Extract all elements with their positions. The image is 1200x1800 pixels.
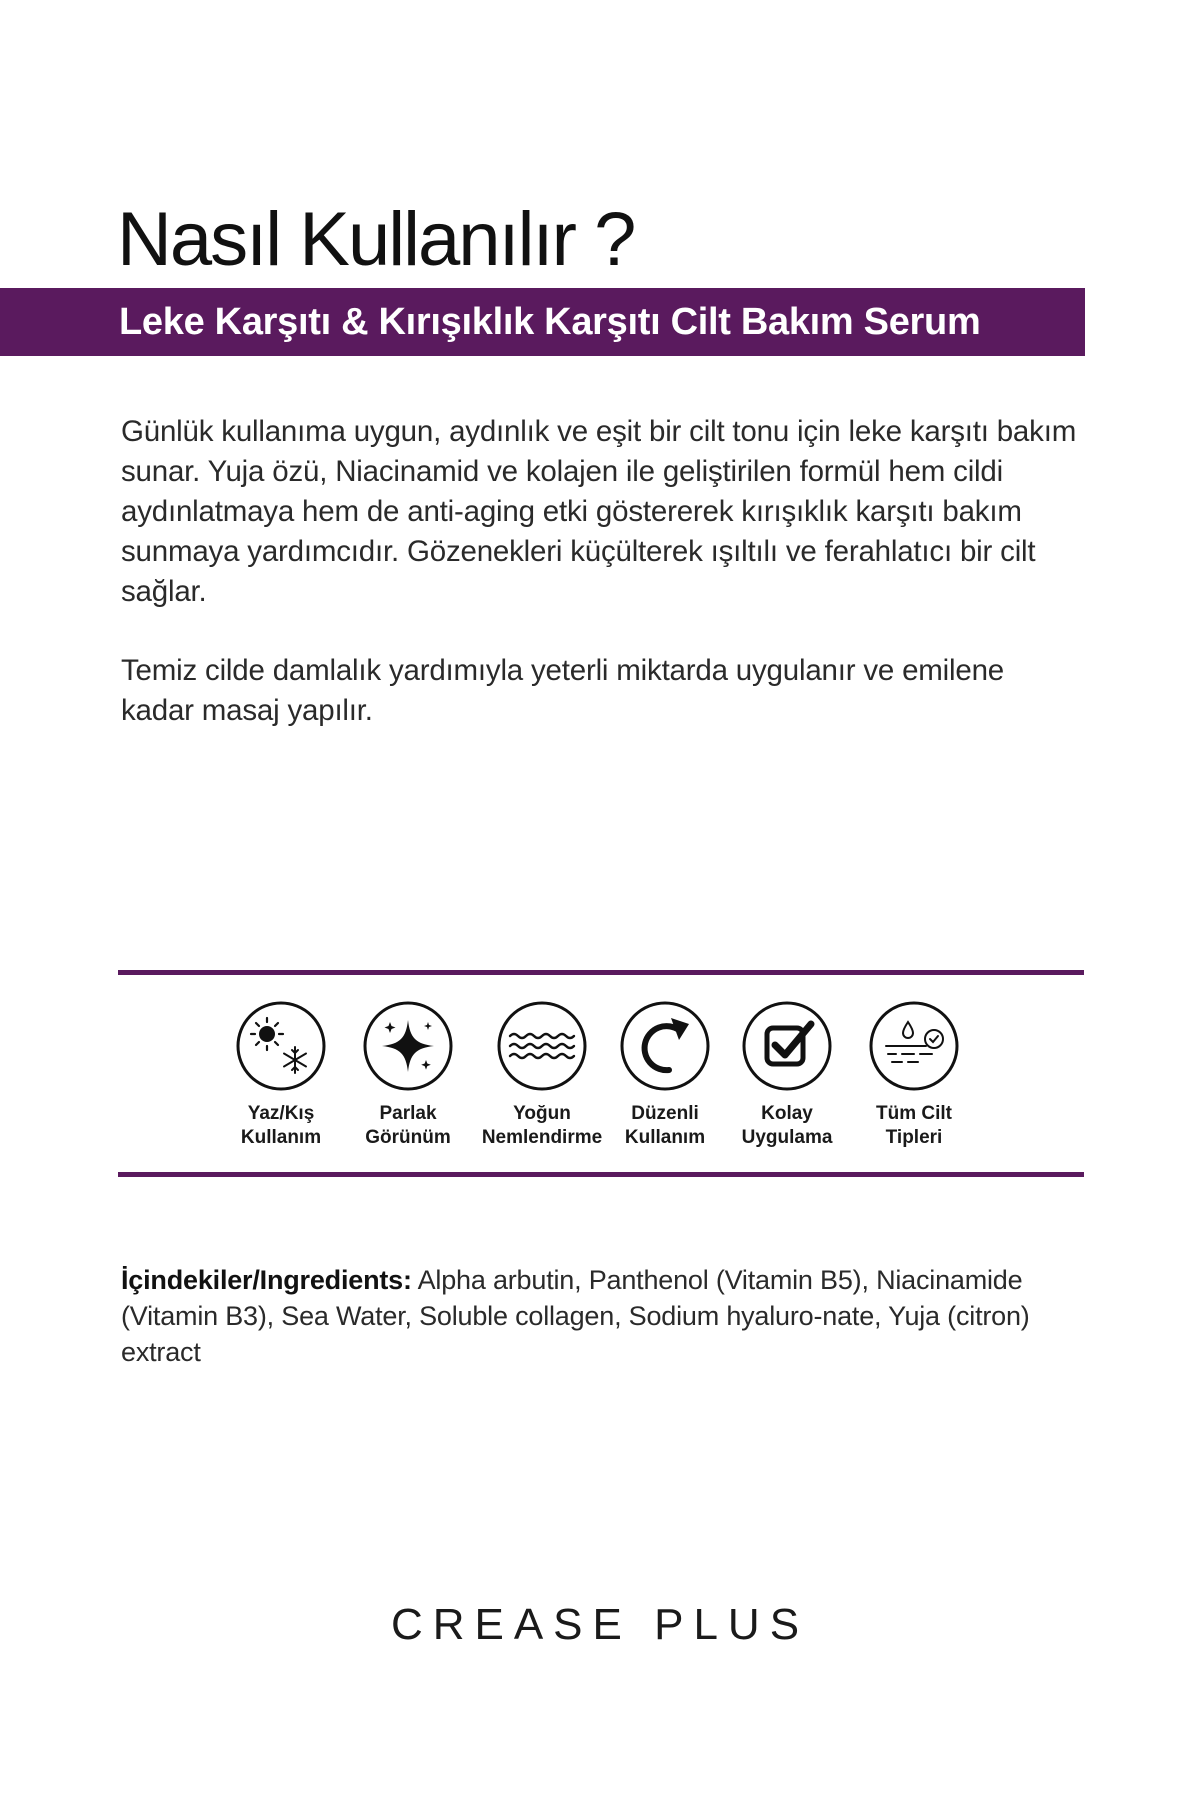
skin-layers-icon: [868, 1000, 960, 1092]
feature-item: [333, 1000, 483, 1150]
feature-label: Tüm Cilt Tipleri: [876, 1103, 952, 1148]
sparkle-icon: [362, 1000, 454, 1092]
feature-label: Kolay Uygulama: [741, 1103, 833, 1148]
brand-name: CREASE PLUS: [390, 1600, 810, 1649]
feature-item: [839, 1000, 989, 1150]
ingredients-label: İçindekiler/Ingredients:: [121, 1265, 412, 1295]
ingredients-block: [121, 1262, 1081, 1370]
refresh-arrow-icon: [619, 1000, 711, 1092]
product-subtitle: Leke Karşıtı & Kırışıklık Karşıtı Cilt Bakım Serum: [119, 301, 981, 343]
feature-label: Düzenli Kullanım: [624, 1103, 706, 1148]
feature-label: Parlak Görünüm: [365, 1103, 451, 1148]
feature-icons-row: [0, 1000, 1200, 1160]
subtitle-band: [0, 288, 1085, 356]
description-paragraph-1: Günlük kullanıma uygun, aydınlık ve eşit bir cilt tonu için leke karşıtı bakım sunar. Yuja özü, Niacinamid ve kolajen ile geliştirilen formül hem cildi aydınlatmaya hem de anti-aging etki göstererek kırışıklık karşıtı bakım sunmaya yardımcıdır. Gözenekleri küçülterek ışıltılı ve ferahlatıcı bir cilt sağlar.: [121, 415, 1077, 608]
waves-icon: [496, 1000, 588, 1092]
feature-label: Yaz/Kış Kullanım: [240, 1103, 322, 1148]
page-title: Nasıl Kullanılır ?: [117, 197, 635, 282]
usage-paragraph: Temiz cilde damlalık yardımıyla yeterli miktarda uygulanır ve emilene kadar masaj yapılır.: [121, 654, 1005, 727]
sun-snowflake-icon: [235, 1000, 327, 1092]
divider-bottom: [118, 1172, 1084, 1177]
divider-top: [118, 970, 1084, 975]
feature-label: Yoğun Nemlendirme: [481, 1103, 603, 1148]
ingredients-text: Alpha arbutin, Panthenol (Vitamin B5), Niacinamide (Vitamin B3), Sea Water, Soluble collagen, Sodium hyaluro-nate, Yuja (citron) extract: [121, 1265, 1030, 1367]
checkbox-icon: [741, 1000, 833, 1092]
